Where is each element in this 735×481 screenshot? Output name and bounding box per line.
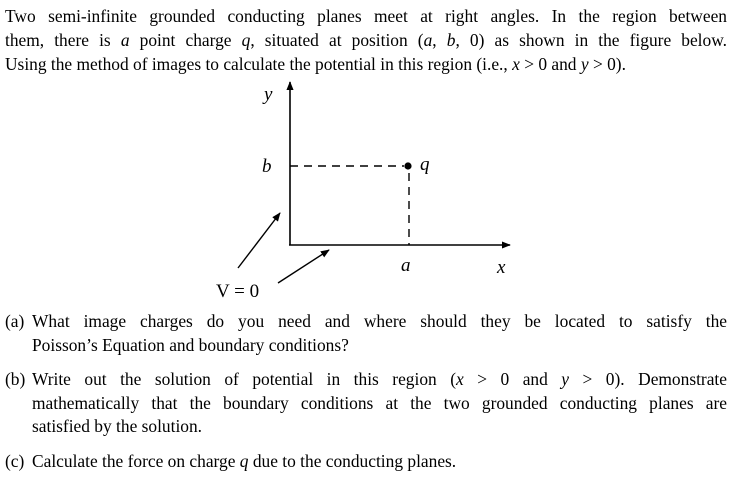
potential-pointer-y-plane xyxy=(238,213,280,268)
question-b xyxy=(5,368,727,439)
question-a-line-2: Poisson’s Equation and boundary conditions? xyxy=(32,334,349,355)
statement-line-2: them, there is a point charge q, situated at position (a, b, 0) as shown in the figure below. xyxy=(5,30,727,50)
question-b-line-1: Write out the solution of potential in this region (x > 0 and y > 0). Demonstrate xyxy=(32,369,727,389)
point-charge xyxy=(404,162,411,169)
question-c-line-1: Calculate the force on charge q due to the conducting planes. xyxy=(32,451,457,471)
x-axis-label: x xyxy=(497,257,506,278)
question-a xyxy=(5,310,727,357)
statement-line-3: Using the method of images to calculate the potential in this region (i.e., x > 0 and y > 0). xyxy=(5,54,626,74)
question-a-line-1: What image charges do you need and where should they be located to satisfy the xyxy=(32,311,727,331)
question-b-tag: (b) xyxy=(5,369,26,389)
q-label: q xyxy=(420,154,430,175)
question-b-line-2: mathematically that the boundary conditions at the two grounded conducting planes are xyxy=(32,392,727,413)
y-axis-label: y xyxy=(264,84,273,105)
question-c-tag: (c) xyxy=(5,451,25,471)
question-b-line-3: satisfied by the solution. xyxy=(32,416,203,436)
potential-pointer-x-plane xyxy=(278,250,329,283)
question-c xyxy=(5,450,727,474)
question-a-tag: (a) xyxy=(5,311,25,331)
potential-label: V = 0 xyxy=(216,281,260,302)
b-label: b xyxy=(262,156,272,177)
a-label: a xyxy=(401,255,411,276)
statement-line-1: Two semi-infinite grounded conducting planes meet at right angles. In the region between xyxy=(5,6,727,26)
